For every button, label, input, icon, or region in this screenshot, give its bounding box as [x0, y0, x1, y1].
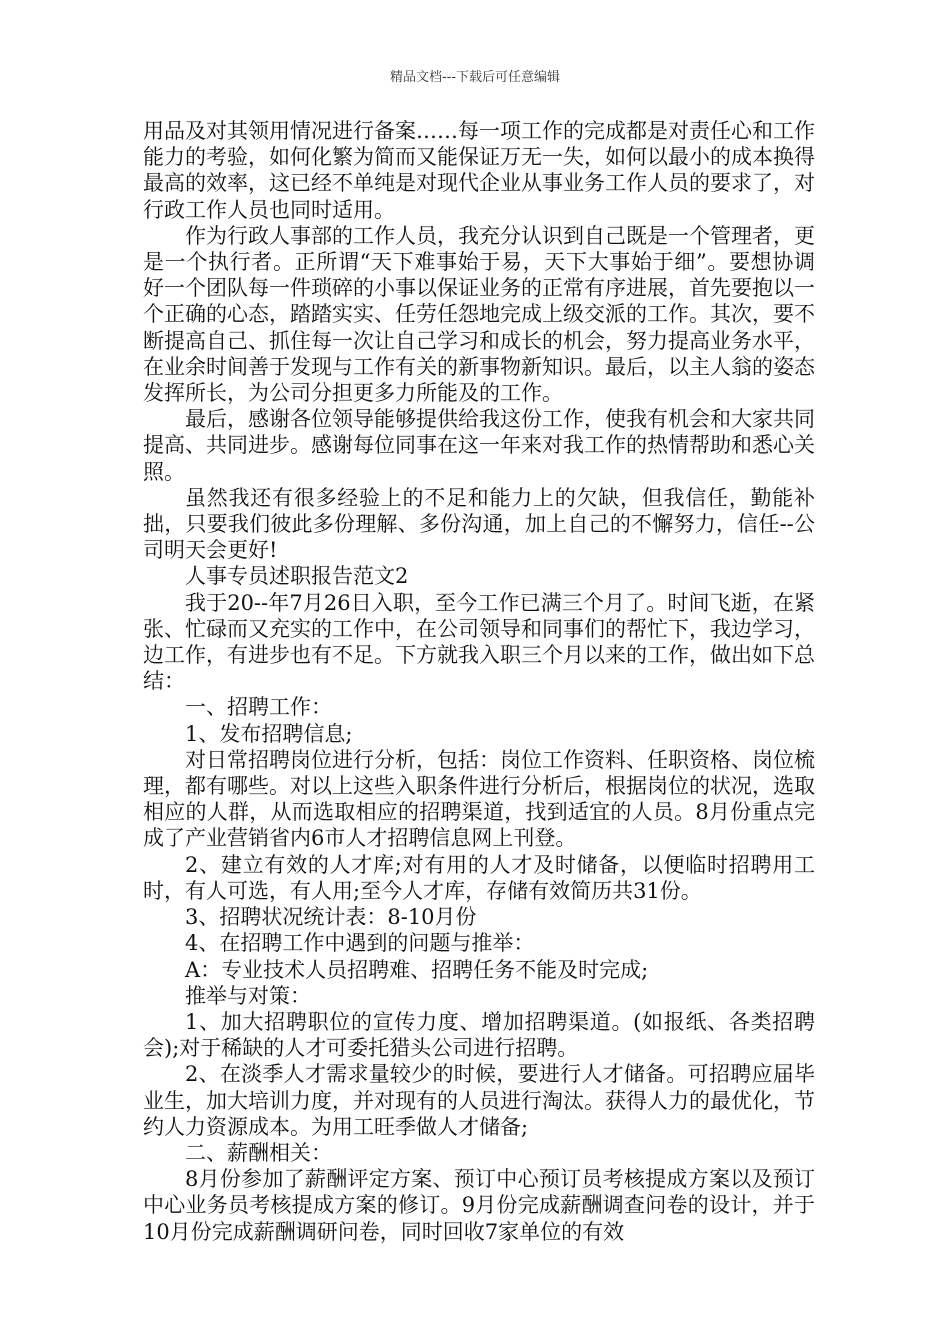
document-body [143, 118, 815, 1245]
section-heading: 二、薪酬相关： [185, 1140, 332, 1165]
paragraph: 我于20--年7月26日入职，至今工作已满三个月了。时间飞逝，在紧张、忙碌而又充实的工作中，在公司领导和同事们的帮忙下，我边学习，边工作，有进步也有不足。下方就我入职三个月以来的工作，做出如下总结： [143, 590, 815, 694]
section-title: 人事专员述职报告范文2 [185, 564, 409, 589]
paragraph: 虽然我还有很多经验上的不足和能力上的欠缺，但我信任，勤能补拙，只要我们彼此多份理解、多份沟通，加上自己的不懈努力，信任--公司明天会更好! [143, 485, 815, 563]
paragraph: 2、在淡季人才需求量较少的时候，要进行人才储备。可招聘应届毕业生，加大培训力度，并对现有的人员进行淘汰。获得人力的最优化，节约人力资源成本。为用工旺季做人才储备; [143, 1062, 815, 1139]
paragraph: 最后，感谢各位领导能够提供给我这份工作，使我有机会和大家共同提高、共同进步。感谢每位同事在这一年来对我工作的热情帮助和悉心关照。 [143, 407, 815, 484]
paragraph: A：专业技术人员招聘难、招聘任务不能及时完成; [185, 957, 649, 982]
section-heading: 一、招聘工作： [185, 695, 332, 720]
paragraph: 作为行政人事部的工作人员，我充分认识到自己既是一个管理者，更是一个执行者。正所谓“天下难事始于易，天下大事始于细”。要想协调好一个团队每一件琐碎的小事以保证业务的正常有序进展，首先要抱以一个正确的心态，踏踏实实、任劳任怨地完成上级交派的工作。其次，要不断提高自己、抓住每一次让自己学习和成长的机会，努力提高业务水平，在业余时间善于发现与工作有关的新事物新知识。最后，以主人翁的姿态发挥所长，为公司分担更多力所能及的工作。 [143, 223, 815, 406]
paragraph: 用品及对其领用情况进行备案……每一项工作的完成都是对责任心和工作能力的考验，如何化繁为简而又能保证万无一失，如何以最小的成本换得最高的效率，这已经不单纯是对现代企业从事业务工作人员的要求了，对行政工作人员也同时适用。 [143, 119, 815, 222]
page-header: 精品文档---下载后可任意编辑 [389, 70, 561, 85]
paragraph: 3、招聘状况统计表：8-10月份 [185, 905, 477, 930]
paragraph: 1、加大招聘职位的宣传力度、增加招聘渠道。(如报纸、各类招聘会);对于稀缺的人才可委托猎头公司进行招聘。 [143, 1009, 815, 1061]
paragraph: 2、建立有效的人才库;对有用的人才及时储备，以便临时招聘用工时，有人可选，有人用;至今人才库，存储有效简历共31份。 [143, 852, 815, 903]
paragraph: 8月份参加了薪酬评定方案、预订中心预订员考核提成方案以及预订中心业务员考核提成方案的修订。9月份完成薪酬调查问卷的设计，并于10月份完成薪酬调研问卷，同时回收7家单位的有效 [143, 1167, 815, 1244]
paragraph: 对日常招聘岗位进行分析，包括：岗位工作资料、任职资格、岗位梳理，都有哪些。对以上这些入职条件进行分析后，根据岗位的状况，选取相应的人群，从而选取相应的招聘渠道，找到适宜的人员。8月份重点完成了产业营销省内6市人才招聘信息网上刊登。 [143, 747, 815, 851]
paragraph: 推举与对策： [185, 983, 311, 1008]
paragraph: 1、发布招聘信息; [185, 721, 353, 746]
paragraph: 4、在招聘工作中遇到的问题与推举： [185, 931, 535, 956]
